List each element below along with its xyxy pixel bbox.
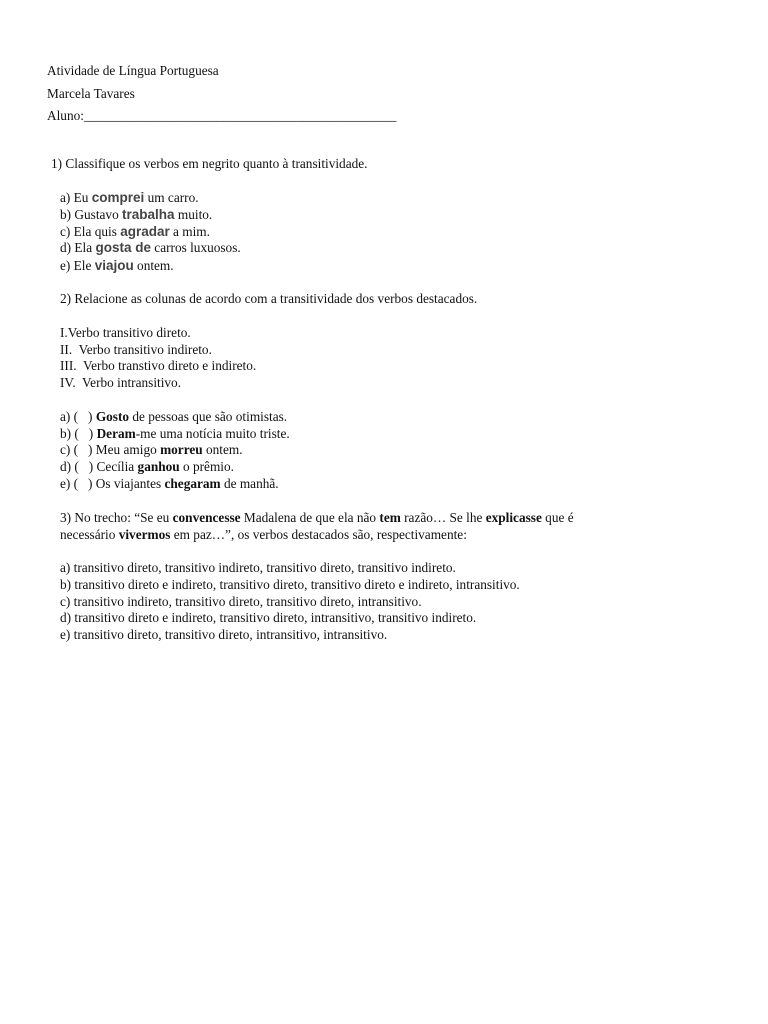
q2-column-i: I.Verbo transitivo direto. — [60, 325, 191, 340]
q2-prompt: 2) Relacione as colunas de acordo com a transitividade dos verbos destacados. — [60, 291, 478, 306]
q1-item-d: d) Ela gosta de carros luxuosos. — [60, 240, 241, 255]
q3-prompt-line-2: necessário vivermos em paz…”, os verbos destacados são, respectivamente: — [60, 527, 467, 542]
q1-item-a: a) Eu comprei um carro. — [60, 190, 199, 205]
q2-item-a: a) ( ) Gosto de pessoas que são otimistas. — [60, 409, 288, 424]
q2-item-b: b) ( ) Deram-me uma notícia muito triste. — [60, 426, 290, 441]
student-label: Aluno: — [47, 108, 84, 123]
doc-title: Atividade de Língua Portuguesa — [47, 63, 219, 78]
q1-item-c: c) Ela quis agradar a mim. — [60, 224, 210, 239]
q2-column-iii: III. Verbo transtivo direto e indireto. — [60, 358, 257, 373]
q3-option-b: b) transitivo direto e indireto, transitivo direto, transitivo direto e indireto, intransitivo. — [60, 577, 520, 592]
q2-column-iv: IV. Verbo intransitivo. — [60, 375, 182, 390]
student-field — [47, 108, 396, 124]
q2-column-ii: II. Verbo transitivo indireto. — [60, 342, 212, 357]
q3-option-e: e) transitivo direto, transitivo direto, intransitivo, intransitivo. — [60, 627, 388, 642]
q2-item-d: d) ( ) Cecília ganhou o prêmio. — [60, 459, 234, 474]
q2-item-e: e) ( ) Os viajantes chegaram de manhã. — [60, 476, 279, 491]
q3-option-a: a) transitivo direto, transitivo indireto, transitivo direto, transitivo indireto. — [60, 560, 456, 575]
q1-prompt: 1) Classifique os verbos em negrito quanto à transitividade. — [51, 156, 368, 171]
q3-prompt-line-1: 3) No trecho: “Se eu convencesse Madalena de que ela não tem razão… Se lhe explicasse que é — [60, 510, 574, 525]
q3-option-d: d) transitivo direto e indireto, transitivo direto, intransitivo, transitivo indireto. — [60, 610, 477, 625]
q2-item-c: c) ( ) Meu amigo morreu ontem. — [60, 442, 243, 457]
student-name-line: _______________________________________________ — [83, 108, 397, 123]
q3-option-c: c) transitivo indireto, transitivo direto, transitivo direto, intransitivo. — [60, 594, 422, 609]
teacher-name: Marcela Tavares — [47, 86, 135, 101]
q1-item-e: e) Ele viajou ontem. — [60, 258, 174, 273]
q1-item-b: b) Gustavo trabalha muito. — [60, 207, 213, 222]
